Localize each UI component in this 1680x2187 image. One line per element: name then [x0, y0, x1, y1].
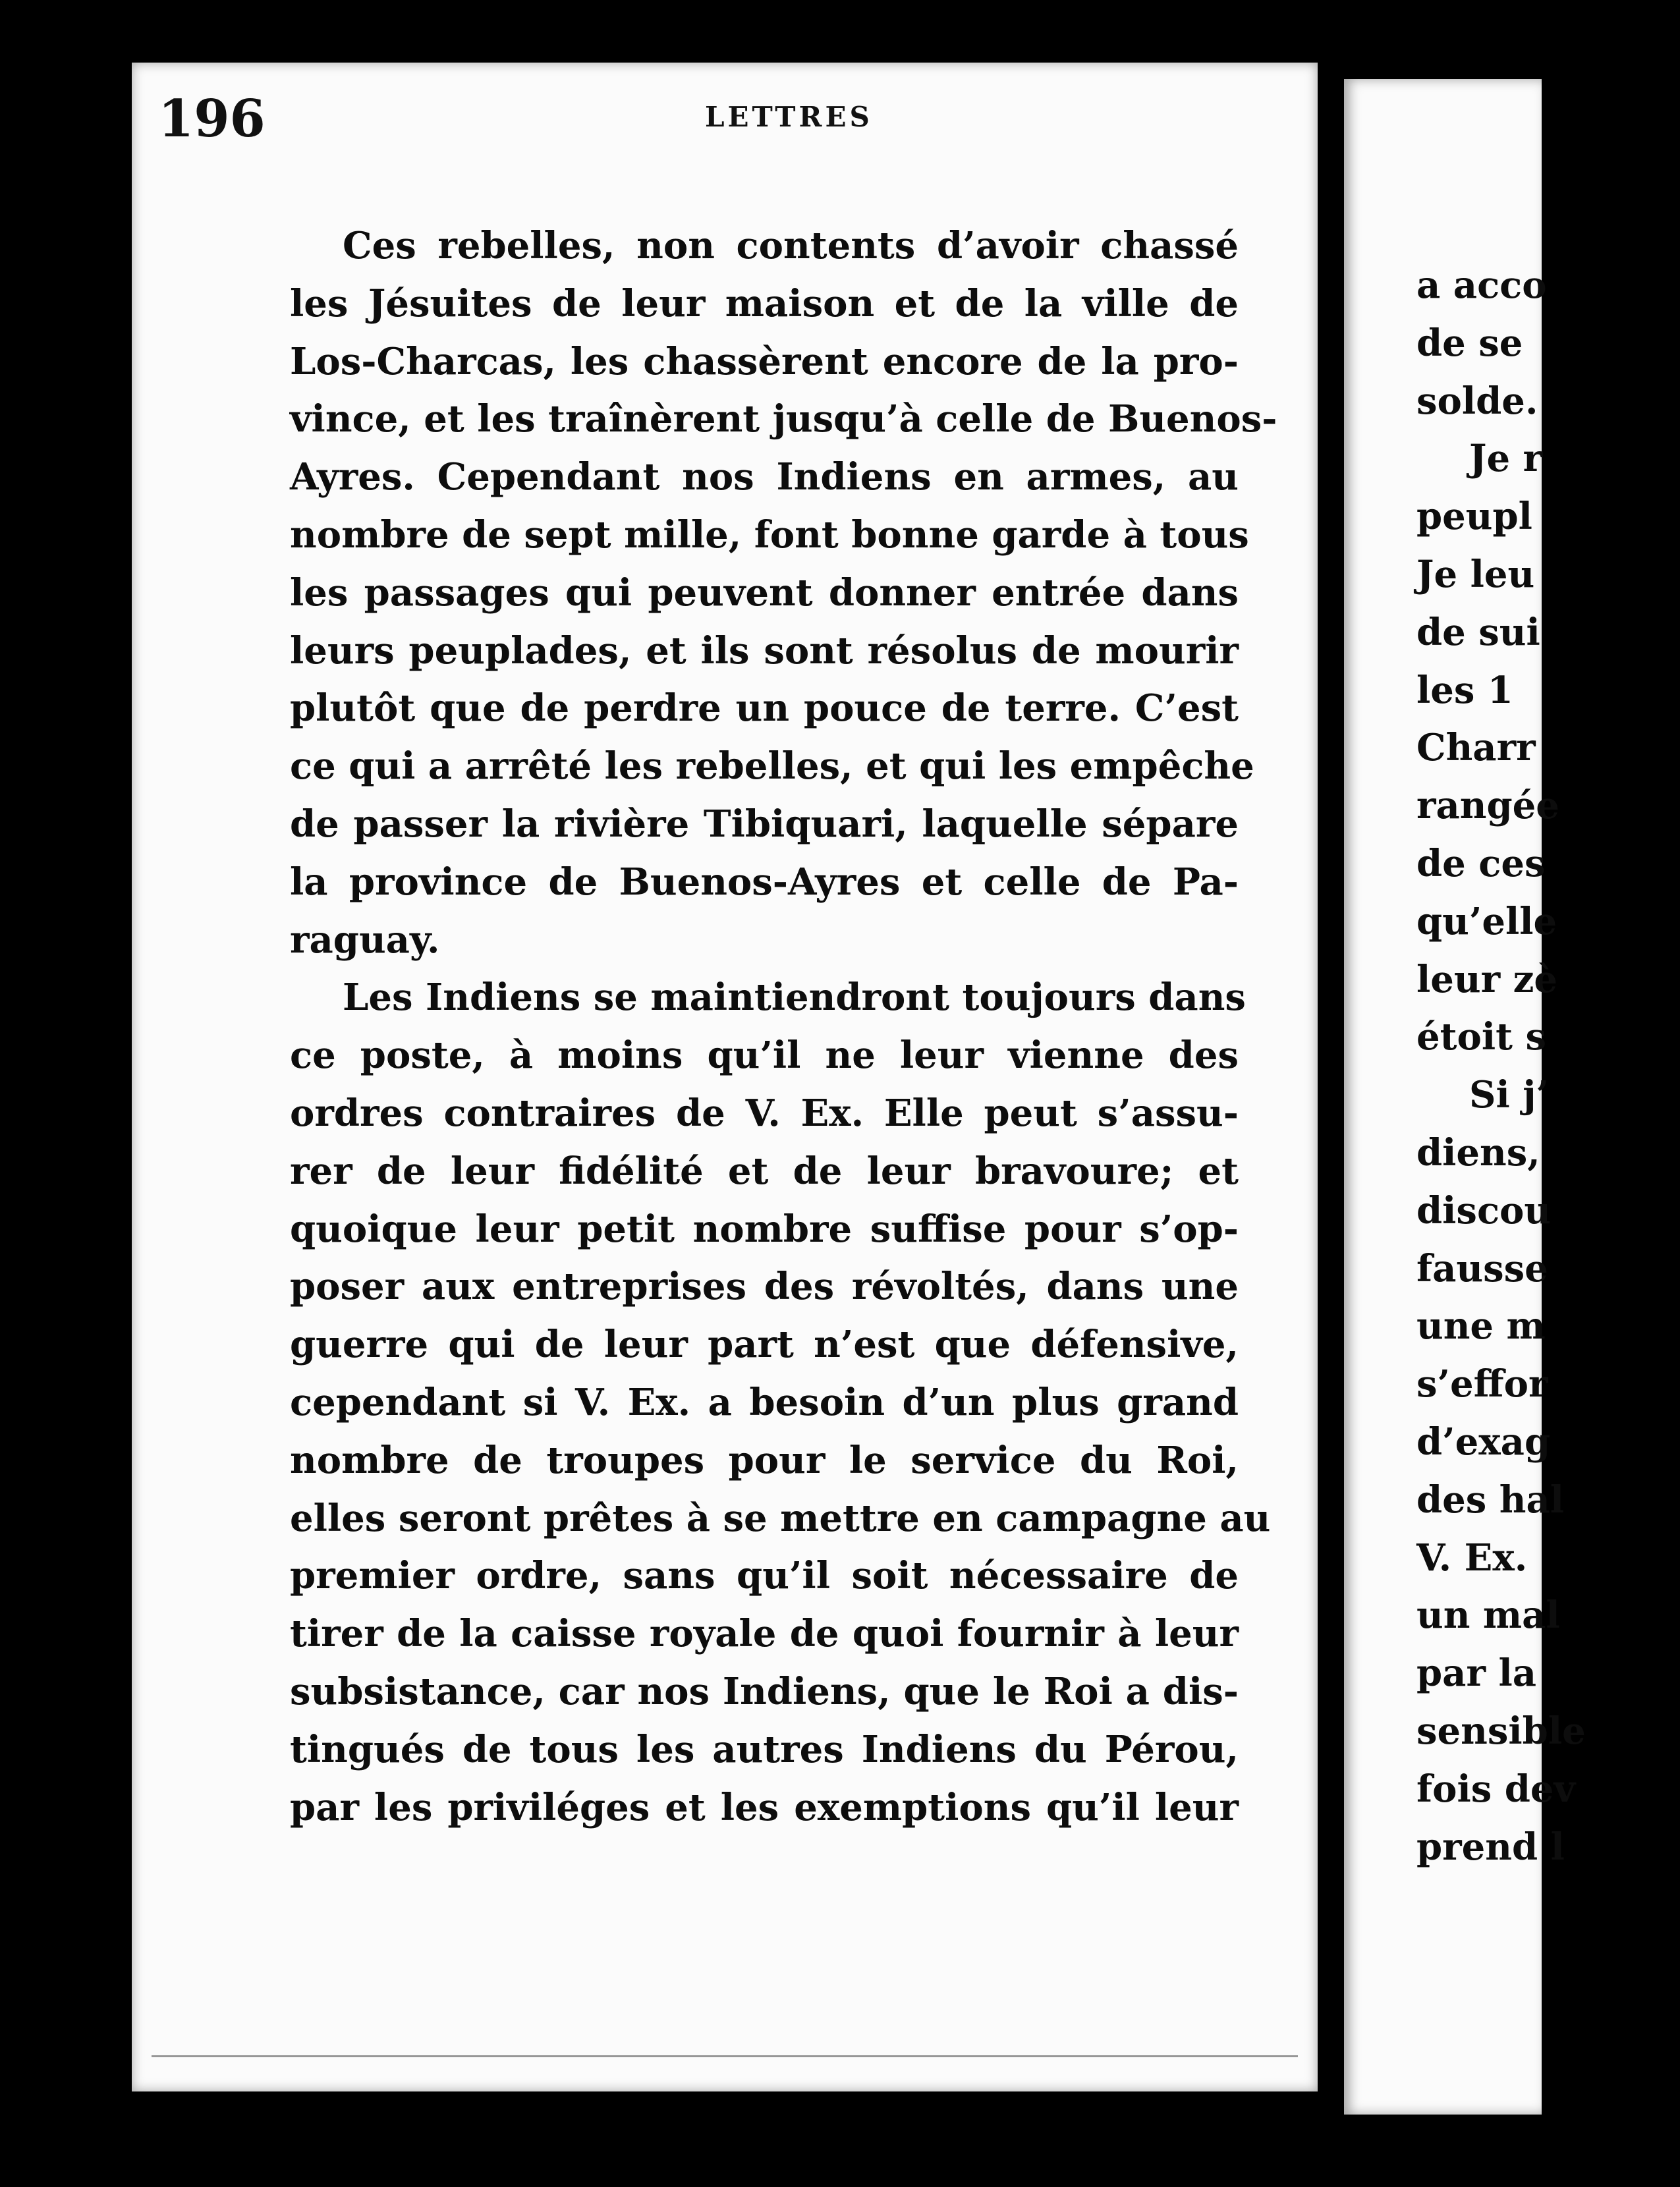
facing-text-line: s’effor	[1416, 1362, 1548, 1406]
text-line: elles seront prêtes à se mettre en campagne au	[290, 1496, 1271, 1540]
page-number: 196	[158, 89, 266, 149]
facing-text-line: peupl	[1416, 495, 1532, 539]
facing-text-line: sensible	[1416, 1709, 1586, 1753]
text-line: les Jésuites de leur maison et de la ville de	[290, 281, 1239, 325]
facing-text-line: étoit s	[1416, 1015, 1547, 1059]
text-line: tingués de tous les autres Indiens du Pérou,	[290, 1727, 1239, 1771]
text-line: rer de leur fidélité et de leur bravoure; et	[290, 1149, 1239, 1193]
text-line: leurs peuplades, et ils sont résolus de mourir	[290, 628, 1239, 673]
facing-text-line: discou	[1416, 1188, 1552, 1232]
facing-text-line: a acco	[1416, 263, 1547, 307]
facing-text-line: prend l	[1416, 1825, 1565, 1869]
facing-text-line: Si j’	[1469, 1073, 1549, 1117]
text-line: poser aux entreprises des révoltés, dans une	[290, 1265, 1239, 1309]
facing-text-line: de se	[1416, 321, 1523, 365]
text-line: guerre qui de leur part n’est que défensive,	[290, 1323, 1239, 1367]
facing-text-line: fois dev	[1416, 1767, 1576, 1811]
facing-text-line: d’exag	[1416, 1420, 1551, 1464]
text-line: les passages qui peuvent donner entrée dans	[290, 570, 1239, 615]
text-line: la province de Buenos-Ayres et celle de Pa-	[290, 860, 1239, 904]
facing-text-line: diens,	[1416, 1130, 1540, 1175]
text-line: premier ordre, sans qu’il soit nécessaire de	[290, 1554, 1239, 1598]
body-text	[290, 217, 1277, 1837]
facing-text-line: un mal	[1416, 1593, 1560, 1638]
facing-text-line: rangée	[1416, 784, 1559, 828]
text-line: plutôt que de perdre un pouce de terre. C’est	[290, 686, 1239, 731]
facing-text-line: les 1	[1416, 668, 1513, 712]
facing-text-line: de ces	[1416, 841, 1546, 885]
text-line: de passer la rivière Tibiquari, laquelle sépare	[290, 802, 1239, 846]
text-line: ce poste, à moins qu’il ne leur vienne des	[290, 1034, 1239, 1078]
text-line: ce qui a arrêté les rebelles, et qui les empêche	[290, 744, 1254, 789]
facing-text-line: qu’elle	[1416, 899, 1557, 943]
facing-text-line: Je leu	[1416, 552, 1535, 596]
text-line: raguay.	[290, 918, 440, 962]
facing-text-line: des hal	[1416, 1478, 1565, 1522]
text-line: tirer de la caisse royale de quoi fournir à leur	[290, 1612, 1239, 1656]
text-line: vince, et les traînèrent jusqu’à celle de Buenos-	[290, 397, 1277, 441]
text-line: subsistance, car nos Indiens, que le Roi a dis-	[290, 1669, 1239, 1713]
text-line: par les priviléges et les exemptions qu’il leur	[290, 1785, 1239, 1829]
text-line: Les Indiens se maintiendront toujours dans	[343, 976, 1246, 1020]
facing-text-line: Je r	[1469, 437, 1543, 481]
facing-text-line: solde.	[1416, 379, 1538, 423]
facing-text-line: de sui	[1416, 610, 1540, 654]
facing-page	[1344, 79, 1586, 2115]
text-line: ordres contraires de V. Ex. Elle peut s’assu-	[290, 1091, 1239, 1135]
facing-text-line: fausse	[1416, 1246, 1548, 1290]
text-line: Los-Charcas, les chassèrent encore de la pro-	[290, 339, 1239, 383]
running-head: LETTRES	[705, 101, 873, 133]
facing-page-text	[1416, 257, 1680, 1876]
text-line: Ayres. Cependant nos Indiens en armes, au	[290, 455, 1239, 499]
page-header	[158, 89, 1453, 168]
facing-text-line: leur zè	[1416, 957, 1558, 1001]
facing-text-line: par la	[1416, 1651, 1536, 1696]
text-line: quoique leur petit nombre suffise pour s’op-	[290, 1207, 1239, 1251]
text-line: nombre de troupes pour le service du Roi,	[290, 1438, 1239, 1482]
text-line: Ces rebelles, non contents d’avoir chassé	[343, 224, 1239, 267]
text-line: nombre de sept mille, font bonne garde à tous	[290, 512, 1249, 557]
facing-text-line: V. Ex.	[1416, 1536, 1528, 1580]
facing-text-line: Charr	[1416, 726, 1536, 770]
text-line: cependant si V. Ex. a besoin d’un plus grand	[290, 1380, 1239, 1424]
facing-text-line: une m	[1416, 1304, 1546, 1348]
